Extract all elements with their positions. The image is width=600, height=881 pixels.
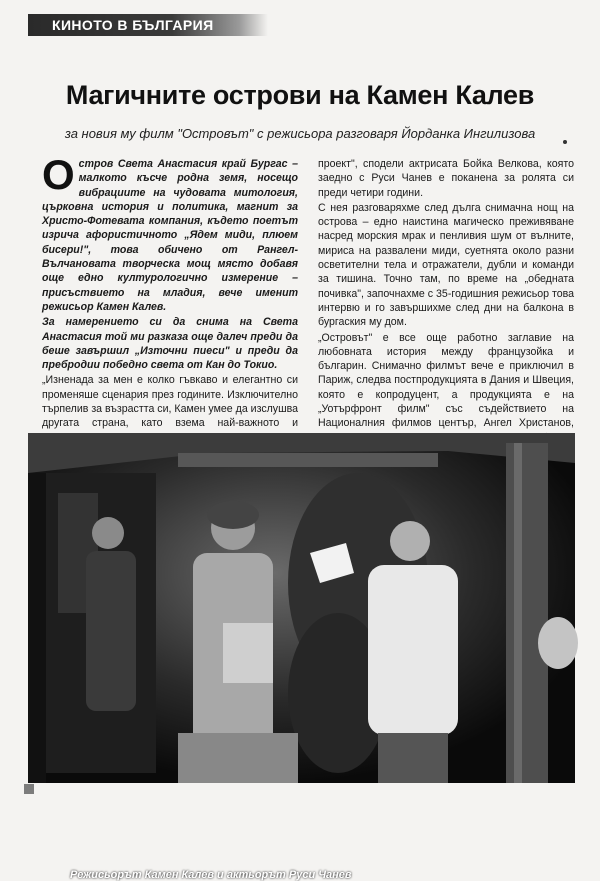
photo-illustration	[28, 433, 575, 783]
post-highlight	[514, 443, 522, 783]
article-column-right	[318, 157, 574, 430]
body-paragraph: проект", сподели актрисата Бойка Велкова, която заедно с Руси Чанев е поканена за ролята си преди четири години.	[318, 158, 574, 199]
intro-paragraph	[42, 151, 298, 314]
article-subtitle: за новия му филм "Островът" с режисьора разговаря Йорданка Ингилизова	[64, 126, 536, 141]
background-man-head	[92, 517, 124, 549]
intro-text: стров Света Анастасия край Бургас – малкото късче родна земя, носещо вибрациите на чудовата митология, църковна история и политика, магнит за Христо-Фотевата компания, където поетът изрича афористичното „Ядем миди, плюем бисери!", това обичено от Рангел-Вълчановата творческа мощ място добавя още едно културологично измерение – присъствието на младия, вече именит режисьор Камен Калев.	[42, 158, 298, 313]
article-column-left	[42, 151, 298, 430]
body-paragraph: С нея разговаряхме след дълга снимачна нощ на острова – едно наистина магическо преживяване насред морския мрак и пенливия шум от вълните, мириса на развалени миди, суетнята около разни осветителни тела и отражатели, дубли и команди за тишина. Точно там, по време на „обедната почивка", започнахме с 35-годишния режисьор това интервю и го завършихме след дни на балкона в бургаския му дом.	[318, 201, 574, 329]
photo-caption: Режисьорът Камен Калев и актьорът Руси Чанев	[70, 869, 352, 881]
director-hair	[207, 501, 259, 529]
hand	[538, 617, 578, 669]
decorative-dot	[563, 140, 567, 144]
page-corner-mark	[24, 784, 34, 794]
intro-paragraph-2: За намерението си да снима на Света Анастасия той ми разказа още далеч преди да беше завършил „Източни пиеси" и преди да пребродии победно света от Кан до Токио.	[42, 316, 298, 372]
script-papers	[223, 623, 273, 683]
body-paragraph: „Островът" е все още работно заглавие на любовната история между французойка и българин. Снимачно филмът вече е приключил в Париж, следва постпродукцията в Дания и Швеция, която е копродуцент, а продукцията е на „Уотърфронт филм" със съдействието на Националния филмов център, Ангел Христанов,	[318, 331, 574, 430]
director-trousers	[178, 733, 298, 783]
body-paragraph: „Изненада за мен е колко гъвкаво и елегантно си променяше сценария през годините. Изключително търпелив за възрастта си, Камен умее да изслушва другата страна, като взема най-важното и	[42, 374, 298, 430]
background-man-body	[86, 551, 136, 711]
article-photo	[28, 433, 575, 881]
wooden-post	[506, 443, 548, 783]
roof-beam	[178, 453, 438, 467]
actor-white-shirt	[368, 565, 458, 735]
door-post	[28, 473, 46, 783]
actor-head	[390, 521, 430, 561]
article-headline: Магичните острови на Камен Калев	[65, 80, 535, 110]
actor-trousers	[378, 733, 448, 783]
section-title: КИНОТО В БЪЛГАРИЯ	[52, 17, 214, 33]
drop-cap: О	[42, 151, 75, 198]
